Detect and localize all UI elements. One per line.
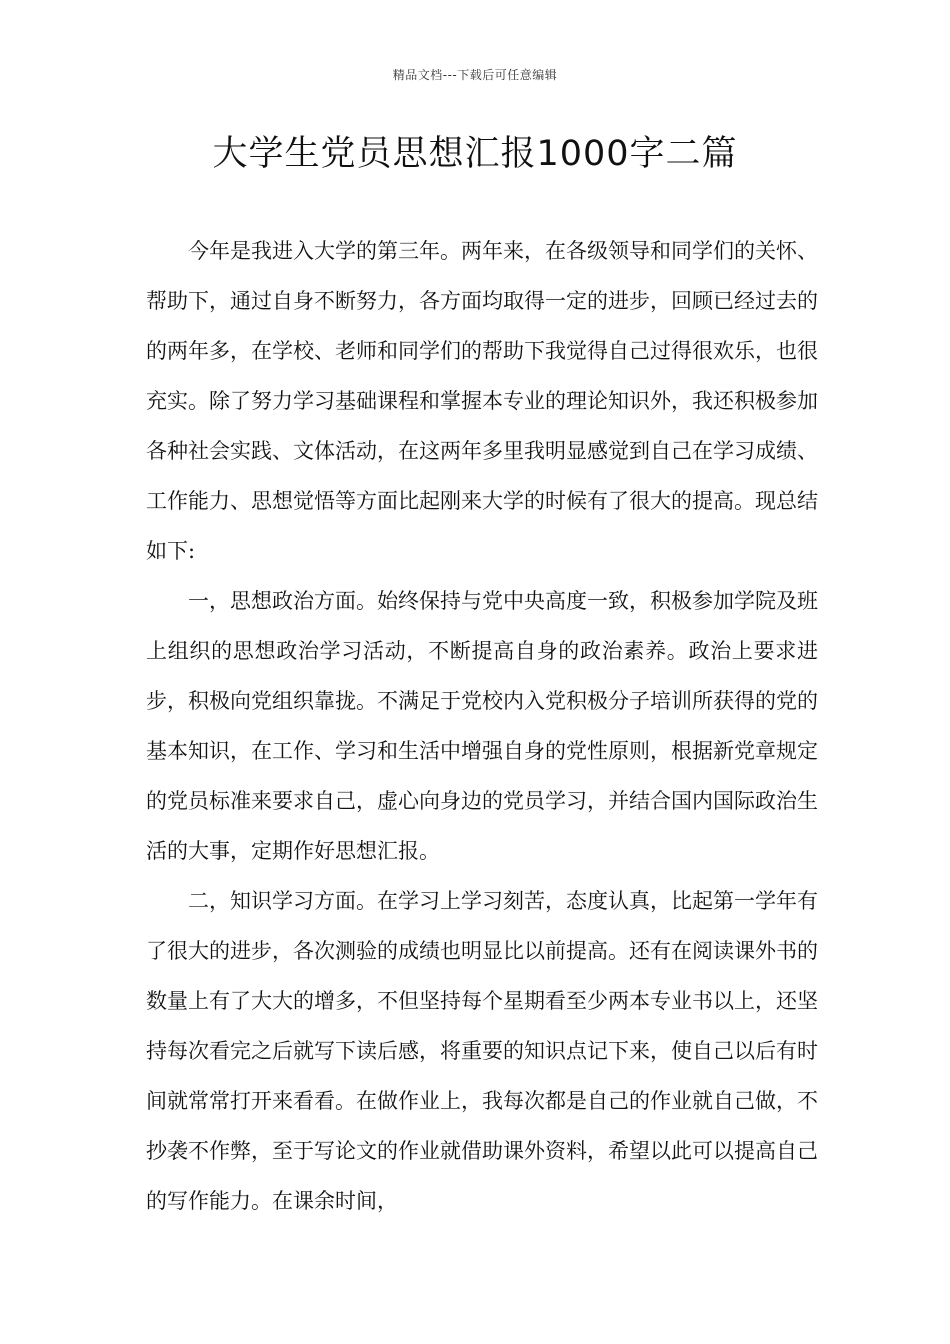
paragraph-political: 一，思想政治方面。始终保持与党中央高度一致，积极参加学院及班上组织的思想政治学习活动，不断提高自身的政治素养。政治上要求进步，积极向党组织靠拢。不满足于党校内入党积极分子培训所获得的党的基本知识，在工作、学习和生活中增强自身的党性原则，根据新党章规定的党员标准来要求自己，虚心向身边的党员学习，并结合国内国际政治生活的大事，定期作好思想汇报。 (146, 589, 818, 863)
page-title: 大学生党员思想汇报1000字二篇 (212, 134, 738, 174)
paragraph-intro: 今年是我进入大学的第三年。两年来，在各级领导和同学们的关怀、帮助下，通过自身不断努力，各方面均取得一定的进步，回顾已经过去的的两年多，在学校、老师和同学们的帮助下我觉得自己过得很欢乐，也很充实。除了努力学习基础课程和掌握本专业的理论知识外，我还积极参加各种社会实践、文体活动，在这两年多里我明显感觉到自己在学习成绩、工作能力、思想觉悟等方面比起刚来大学的时候有了很大的提高。现总结如下: (146, 239, 818, 563)
paragraph-study: 二，知识学习方面。在学习上学习刻苦，态度认真，比起第一学年有了很大的进步，各次测验的成绩也明显比以前提高。还有在阅读课外书的数量上有了大大的增多，不但坚持每个星期看至少两本专业书以上，还坚持每次看完之后就写下读后感，将重要的知识点记下来，使自己以后有时间就常常打开来看看。在做作业上，我每次都是自己的作业就自己做，不抄袭不作弊，至于写论文的作业就借助课外资料，希望以此可以提高自己的写作能力。在课余时间， (146, 889, 818, 1213)
document-body (146, 226, 818, 1226)
header-note: 精品文档---下载后可任意编辑 (392, 68, 558, 82)
